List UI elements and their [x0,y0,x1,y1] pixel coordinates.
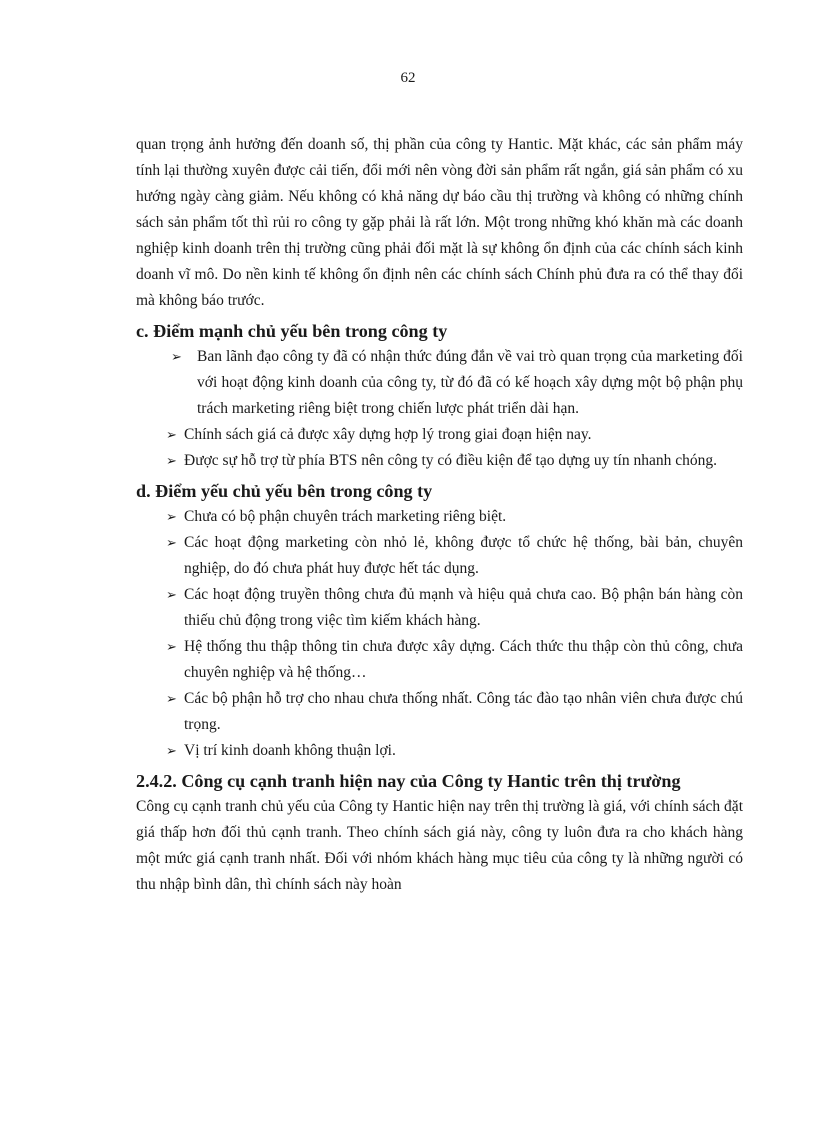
list-item-text: Chưa có bộ phận chuyên trách marketing riêng biệt. [184,508,507,525]
arrow-bullet-icon: ➢ [166,639,177,654]
section-c-heading: c. Điểm mạnh chủ yếu bên trong công ty [136,321,448,341]
weaknesses-list [136,504,743,764]
intro-paragraph: quan trọng ảnh hưởng đến doanh số, thị phần của công ty Hantic. Mặt khác, các sản phẩm máy tính lại thường xuyên được cải tiến, đổi mới nên vòng đời sản phẩm rất ngắn, giá sản phẩm có xu hướng ngày càng giảm. Nếu không có khả năng dự báo cầu thị trường và không có những chính sách sản phẩm tốt thì rủi ro công ty gặp phải là rất lớn. Một trong những khó khăn mà các doanh nghiệp kinh doanh trên thị trường cũng phải đối mặt là sự không ổn định của các chính sách kinh doanh vĩ mô. Do nền kinh tế không ổn định nên các chính sách Chính phủ đưa ra có thể thay đổi mà không báo trước. [136,136,743,309]
arrow-bullet-icon: ➢ [166,743,177,758]
list-item [136,738,743,764]
arrow-bullet-icon: ➢ [166,691,177,706]
arrow-bullet-icon: ➢ [171,349,182,364]
list-item [136,344,743,422]
page-content [136,132,743,898]
list-item-text: Vị trí kinh doanh không thuận lợi. [184,742,396,759]
section-242-heading: 2.4.2. Công cụ cạnh tranh hiện nay của Công ty Hantic trên thị trường [136,771,681,791]
list-item-text: Chính sách giá cả được xây dựng hợp lý trong giai đoạn hiện nay. [184,426,592,443]
arrow-bullet-icon: ➢ [166,453,177,468]
list-item-text: Các bộ phận hỗ trợ cho nhau chưa thống nhất. Công tác đào tạo nhân viên chưa được chú trọng. [184,690,743,733]
list-item [136,582,743,634]
list-item [136,530,743,582]
section-242-paragraph: Công cụ cạnh tranh chủ yếu của Công ty Hantic hiện nay trên thị trường là giá, với chính sách đặt giá thấp hơn đối thủ cạnh tranh. Theo chính sách giá này, công ty luôn đưa ra cho khách hàng một mức giá cạnh tranh nhất. Đối với nhóm khách hàng mục tiêu của công ty là những người có thu nhập bình dân, thì chính sách này hoàn [136,798,743,893]
list-item-text: Ban lãnh đạo công ty đã có nhận thức đúng đắn về vai trò quan trọng của marketing đối với hoạt động kinh doanh của công ty, từ đó đã có kế hoạch xây dựng một bộ phận phụ trách marketing riêng biệt trong chiến lược phát triển dài hạn. [197,348,743,417]
strengths-list [136,344,743,474]
list-item [136,504,743,530]
list-item [136,686,743,738]
list-item-text: Các hoạt động marketing còn nhỏ lẻ, không được tổ chức hệ thống, bài bản, chuyên nghiệp, do đó chưa phát huy được hết tác dụng. [184,534,743,577]
list-item-text: Hệ thống thu thập thông tin chưa được xây dựng. Cách thức thu thập còn thủ công, chưa chuyên nghiệp và hệ thống… [184,638,743,681]
list-item [136,448,743,474]
list-item [136,422,743,448]
page-number: 62 [400,70,416,86]
list-item [136,634,743,686]
list-item-text: Các hoạt động truyền thông chưa đủ mạnh và hiệu quả chưa cao. Bộ phận bán hàng còn thiếu chủ động trong việc tìm kiếm khách hàng. [184,586,743,629]
arrow-bullet-icon: ➢ [166,509,177,524]
arrow-bullet-icon: ➢ [166,535,177,550]
section-d-heading: d. Điểm yếu chủ yếu bên trong công ty [136,481,433,501]
list-item-text: Được sự hỗ trợ từ phía BTS nên công ty có điều kiện để tạo dựng uy tín nhanh chóng. [184,452,717,469]
arrow-bullet-icon: ➢ [166,587,177,602]
arrow-bullet-icon: ➢ [166,427,177,442]
